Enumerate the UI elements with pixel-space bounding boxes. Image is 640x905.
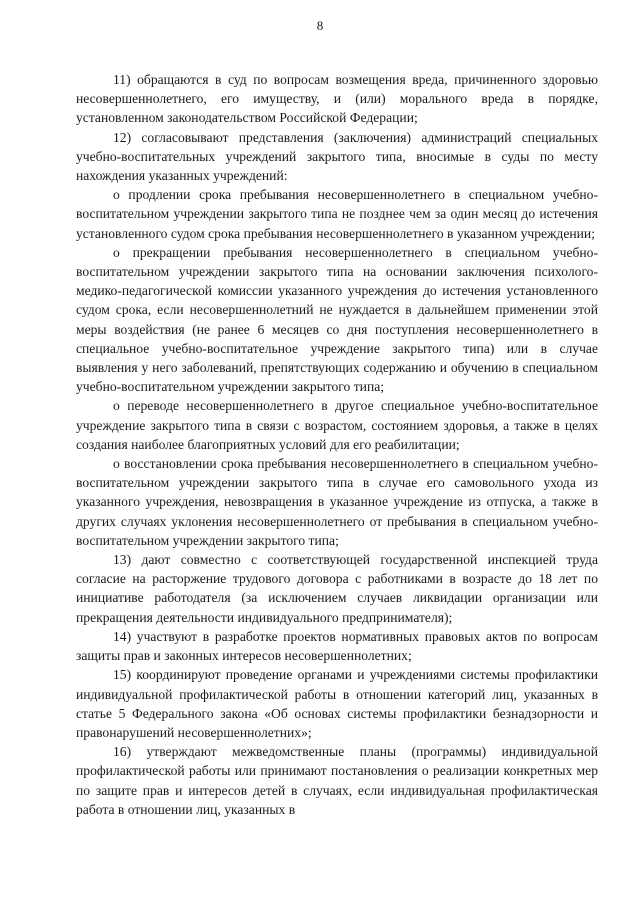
paragraph-15: 15) координируют проведение органами и учреждениями системы профилактики индивидуальной профилактической работы в отношении категорий лиц, указанных в статье 5 Федерального закона «Об основах системы профилактики безнадзорности и правонарушений несовершеннолетних»; bbox=[76, 667, 598, 740]
paragraph-14: 14) участвуют в разработке проектов нормативных правовых актов по вопросам защиты прав и законных интересов несовершеннолетних; bbox=[76, 628, 598, 664]
document-body bbox=[76, 70, 598, 819]
paragraph-12-termination: о прекращении пребывания несовершеннолетнего в специальном учебно-воспитательном учреждении закрытого типа на основании заключения психолого-медико-педагогической комиссии указанного учреждения до истечения установленного судом срока, если несовершеннолетний не нуждается в дальнейшем применении этой меры воздействия (не ранее 6 месяцев со дня поступления несовершеннолетнего в специальное учебно-воспитательное учреждение закрытого типа) или в случае выявления у него заболеваний, препятствующих содержанию и обучению в специальном учебно-воспитательном учреждении закрытого типа; bbox=[76, 244, 598, 395]
paragraph-16: 16) утверждают межведомственные планы (программы) индивидуальной профилактической работы или принимают постановления о реализации конкретных мер по защите прав и интересов детей в случаях, если индивидуальная профилактическая работа в отношении лиц, указанных в bbox=[76, 744, 598, 817]
paragraph-11: 11) обращаются в суд по вопросам возмещения вреда, причиненного здоровью несовершеннолетнего, его имуществу, и (или) морального вреда в порядке, установленном законодательством Российской Федерации; bbox=[76, 72, 598, 126]
page-number: 8 bbox=[316, 18, 324, 33]
paragraph-12-transfer: о переводе несовершеннолетнего в другое специальное учебно-воспитательное учреждение закрытого типа в связи с возрастом, состоянием здоровья, а также в целях создания наиболее благоприятных условий для его реабилитации; bbox=[76, 398, 598, 452]
paragraph-12-extension: о продлении срока пребывания несовершеннолетнего в специальном учебно-воспитательном учреждении закрытого типа не позднее чем за один месяц до истечения установленного судом срока пребывания несовершеннолетнего в указанном учреждении; bbox=[76, 187, 598, 241]
paragraph-13: 13) дают совместно с соответствующей государственной инспекцией труда согласие на расторжение трудового договора с работниками в возрасте до 18 лет по инициативе работодателя (за исключением случаев ликвидации организации или прекращения деятельности индивидуального предпринимателя); bbox=[76, 552, 598, 625]
paragraph-12-restoration: о восстановлении срока пребывания несовершеннолетнего в специальном учебно-воспитательном учреждении закрытого типа в случае его самовольного ухода из указанного учреждения, невозвращения в указанное учреждение из отпуска, а также в других случаях уклонения несовершеннолетнего от пребывания в специальном учебно-воспитательном учреждении закрытого типа; bbox=[76, 456, 598, 548]
paragraph-12: 12) согласовывают представления (заключения) администраций специальных учебно-воспитательных учреждений закрытого типа, вносимые в суды по месту нахождения указанных учреждений: bbox=[76, 129, 598, 184]
